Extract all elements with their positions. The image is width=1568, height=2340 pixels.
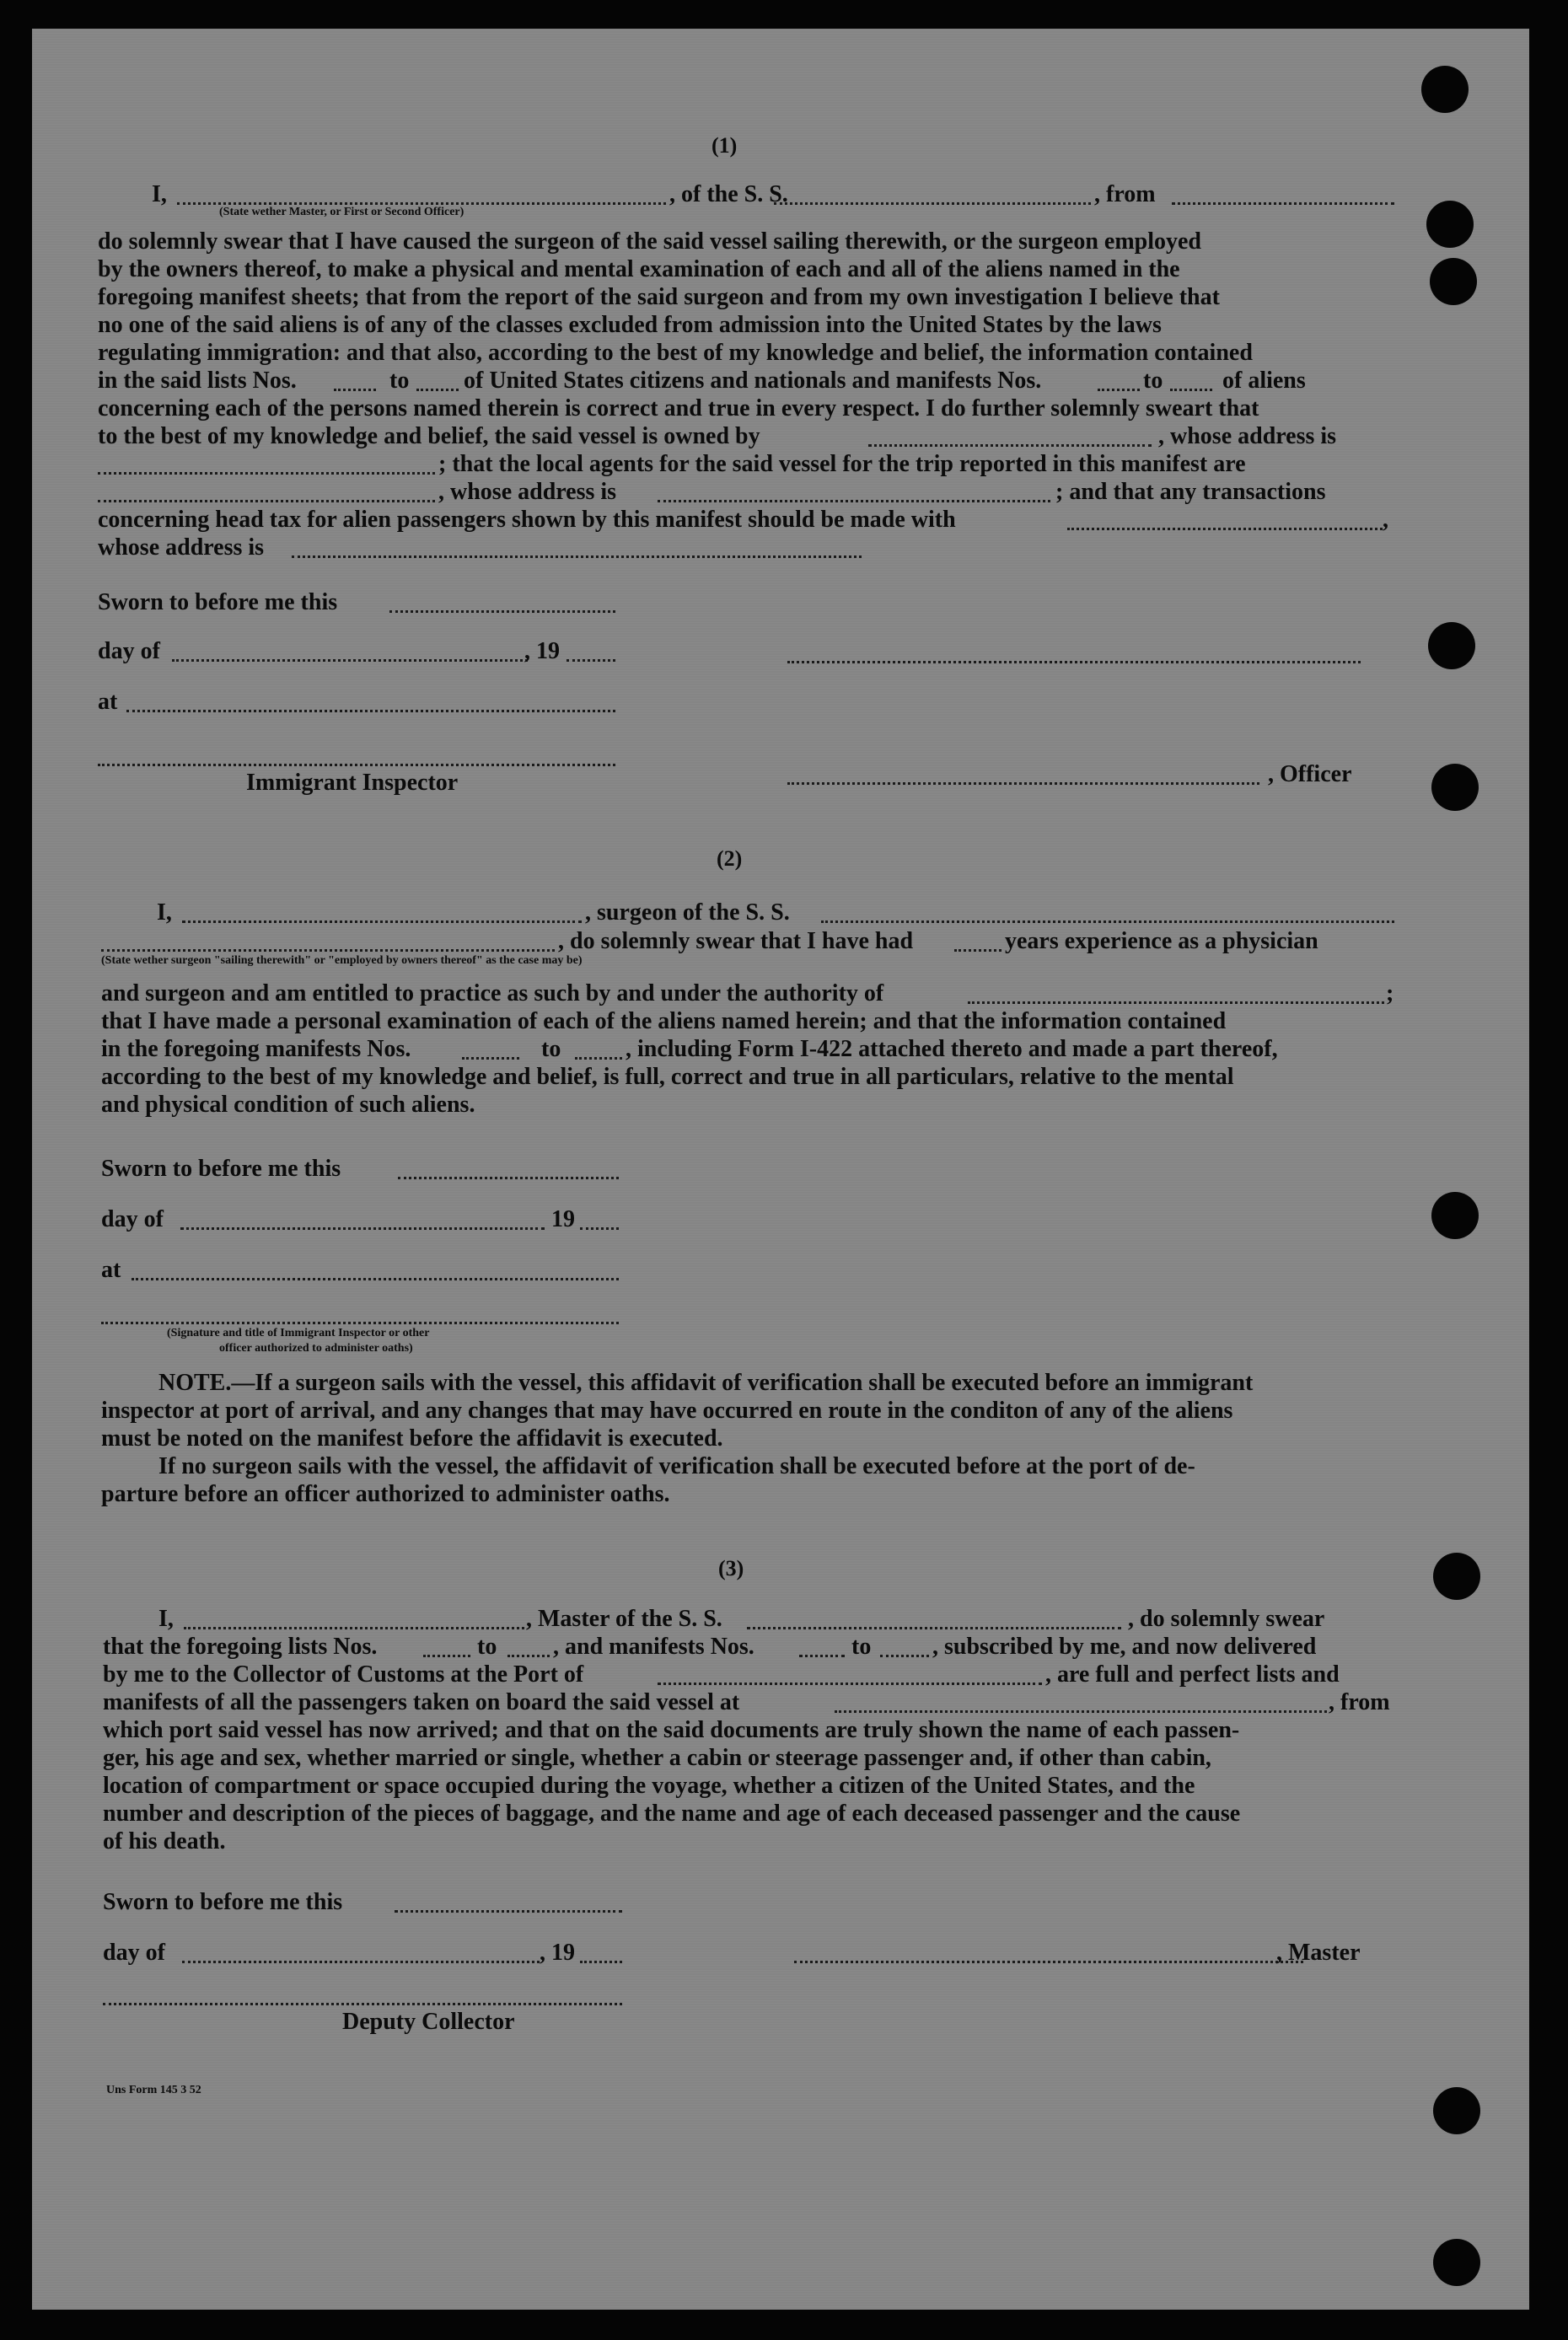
lists-from-field xyxy=(423,1655,470,1657)
section-1-line: ; and that any transactions xyxy=(1055,479,1326,505)
month-field xyxy=(182,1961,540,1963)
section-3-line: , do solemnly swear xyxy=(1128,1606,1325,1632)
manifests-from-field xyxy=(462,1057,519,1060)
master-label: , Master xyxy=(1276,1940,1361,1966)
signature-note: (Signature and title of Immigrant Inspector or other xyxy=(167,1327,430,1339)
section-1-line: whose address is xyxy=(98,534,265,561)
sworn-day-field xyxy=(395,1910,622,1913)
head-tax-address-field xyxy=(292,555,862,558)
section-2-line: , do solemnly swear that I have had xyxy=(558,928,914,954)
month-field xyxy=(180,1227,545,1230)
punch-hole xyxy=(1430,258,1477,305)
section-2-line: and surgeon and am entitled to practice as such by and under the authority of xyxy=(101,980,884,1006)
section-1-of-ss: , of the S. S. xyxy=(669,181,788,207)
master-signature-field xyxy=(794,1961,1303,1963)
form-page xyxy=(32,29,1529,2310)
year-label: , 19 xyxy=(540,1940,575,1966)
note-line: If no surgeon sails with the vessel, the affidavit of verification shall be executed before at the port of de- xyxy=(158,1453,1195,1479)
section-1-line: , xyxy=(1383,507,1388,533)
deputy-collector-signature-field xyxy=(103,2003,622,2005)
section-2-line: that I have made a personal examination of each of the aliens named herein; and that the information contained xyxy=(101,1008,1227,1034)
section-1-line: concerning head tax for alien passengers shown by this manifest should be made with xyxy=(98,507,956,533)
section-3-line: by me to the Collector of Customs at the Port of xyxy=(103,1661,584,1688)
officer-signature-field xyxy=(787,661,1361,663)
section-2-line: in the foregoing manifests Nos. xyxy=(101,1036,411,1062)
sworn-label: Sworn to before me this xyxy=(98,589,338,615)
officer-name-field xyxy=(177,202,666,205)
note-line: must be noted on the manifest before the affidavit is executed. xyxy=(101,1425,723,1452)
section-3-line: number and description of the pieces of baggage, and the name and age of each deceased passenger and the cause xyxy=(103,1801,1241,1827)
section-2-heading: (2) xyxy=(717,846,743,871)
signature-note: officer authorized to administer oaths) xyxy=(219,1342,413,1355)
section-3-line: of his death. xyxy=(103,1828,226,1854)
inspector-label: Immigrant Inspector xyxy=(246,770,459,796)
section-3-line: which port said vessel has now arrived; and that on the said documents are truly shown the name of each passen- xyxy=(103,1717,1240,1743)
punch-hole xyxy=(1428,622,1475,669)
master-vessel-field xyxy=(747,1627,1121,1629)
section-1-line: of United States citizens and nationals and manifests Nos. xyxy=(464,368,1042,394)
section-2-surgeon-of: , surgeon of the S. S. xyxy=(585,899,790,926)
day-of-label: day of xyxy=(103,1940,165,1966)
deputy-collector-label: Deputy Collector xyxy=(342,2009,515,2035)
port-of-arrival-field xyxy=(658,1683,1042,1685)
surgeon-name-field xyxy=(182,920,582,923)
section-3-line: location of compartment or space occupied during the voyage, whether a citizen of the United States, and the xyxy=(103,1773,1195,1799)
day-of-label: day of xyxy=(101,1206,164,1232)
master-name-field xyxy=(184,1627,524,1629)
section-3-line: , are full and perfect lists and xyxy=(1045,1661,1340,1688)
section-1-line: of aliens xyxy=(1222,368,1306,394)
section-1-line: in the said lists Nos. xyxy=(98,368,297,394)
port-of-embarkation-field xyxy=(835,1710,1327,1713)
sworn-label: Sworn to before me this xyxy=(101,1156,341,1182)
section-3-line: , subscribed by me, and now delivered xyxy=(932,1634,1317,1660)
year-field xyxy=(580,1227,619,1230)
section-1-line: , whose address is xyxy=(1158,423,1337,449)
section-1-line: to xyxy=(389,368,410,394)
month-field xyxy=(172,659,528,662)
surgeon-vessel-field xyxy=(821,920,1394,923)
section-3-line: to xyxy=(477,1634,497,1660)
year-label: , 19 xyxy=(524,638,560,664)
owner-address-field xyxy=(98,472,435,475)
section-2-line: ; xyxy=(1386,980,1394,1006)
form-number: Uns Form 145 3 52 xyxy=(106,2084,201,2096)
punch-hole xyxy=(1421,66,1469,113)
at-field xyxy=(126,710,615,712)
section-1-line: by the owners thereof, to make a physical and mental examination of each and all of the aliens named in the xyxy=(98,256,1180,282)
agents-address-field xyxy=(658,500,1050,502)
inspector-signature-field xyxy=(98,764,615,766)
owner-field xyxy=(868,444,1152,447)
from-port-field xyxy=(1172,202,1394,205)
inspector-signature-field xyxy=(101,1322,619,1324)
punch-hole xyxy=(1431,1192,1479,1239)
section-1-line: , whose address is xyxy=(438,479,617,505)
manifests-from-field xyxy=(799,1655,845,1657)
section-1-line: regulating immigration: and that also, according to the best of my knowledge and belief, the information contained xyxy=(98,340,1253,366)
agents-field xyxy=(98,500,435,502)
section-1-line: no one of the said aliens is of any of the classes excluded from admission into the United States by the laws xyxy=(98,312,1162,338)
sworn-day-field xyxy=(398,1177,619,1179)
punch-hole xyxy=(1433,2239,1480,2286)
section-2-line: to xyxy=(541,1036,561,1062)
section-1-line: concerning each of the persons named therein is correct and true in every respect. I do further solemnly sweart that xyxy=(98,395,1259,421)
section-1-line: to the best of my knowledge and belief, the said vessel is owned by xyxy=(98,423,760,449)
officer-rank-note: (State wether Master, or First or Second Officer) xyxy=(219,206,464,218)
section-2-line: , including Form I-422 attached thereto and made a part thereof, xyxy=(626,1036,1278,1062)
section-3-heading: (3) xyxy=(718,1556,744,1581)
section-1-i: I, xyxy=(152,181,167,207)
year-field xyxy=(580,1961,622,1963)
section-1-line: to xyxy=(1143,368,1163,394)
lists-to-field xyxy=(507,1655,550,1657)
surgeon-status-field xyxy=(101,949,555,952)
sworn-label: Sworn to before me this xyxy=(103,1889,343,1915)
manifests-from-field xyxy=(1098,389,1140,391)
manifests-to-field xyxy=(575,1057,622,1060)
at-field xyxy=(132,1278,619,1280)
note-line: parture before an officer authorized to administer oaths. xyxy=(101,1481,670,1507)
day-of-label: day of xyxy=(98,638,160,664)
section-3-line: to xyxy=(851,1634,872,1660)
officer-title-field xyxy=(787,782,1259,785)
section-3-line: that the foregoing lists Nos. xyxy=(103,1634,378,1660)
lists-from-field xyxy=(334,389,376,391)
punch-hole xyxy=(1431,764,1479,811)
section-1-line: ; that the local agents for the said vessel for the trip reported in this manifest are xyxy=(438,451,1246,477)
punch-hole xyxy=(1433,1553,1480,1600)
year-label: 19 xyxy=(551,1206,575,1232)
lists-to-field xyxy=(416,389,459,391)
section-3-line: ger, his age and sex, whether married or single, whether a cabin or steerage passenger and, if other than cabin, xyxy=(103,1745,1211,1771)
section-3-line: , and manifests Nos. xyxy=(553,1634,754,1660)
section-1-line: foregoing manifest sheets; that from the report of the said surgeon and from my own investigation I believe that xyxy=(98,284,1220,310)
section-2-line: and physical condition of such aliens. xyxy=(101,1092,475,1118)
punch-hole xyxy=(1433,2087,1480,2134)
section-1-heading: (1) xyxy=(712,133,738,158)
section-1-from: , from xyxy=(1094,181,1156,207)
section-2-line: according to the best of my knowledge and belief, is full, correct and true in all particulars, relative to the mental xyxy=(101,1064,1234,1090)
sworn-day-field xyxy=(389,610,615,613)
surgeon-status-note: (State wether surgeon "sailing therewith" or "employed by owners thereof" as the case may be) xyxy=(101,954,583,967)
head-tax-contact-field xyxy=(1067,528,1383,530)
section-3-master-of: , Master of the S. S. xyxy=(526,1606,722,1632)
year-field xyxy=(567,659,615,662)
section-3-line: manifests of all the passengers taken on board the said vessel at xyxy=(103,1689,740,1715)
note-line: NOTE.—If a surgeon sails with the vessel, this affidavit of verification shall be executed before an immigrant xyxy=(158,1370,1254,1396)
section-2-i: I, xyxy=(157,899,172,926)
years-experience-field xyxy=(954,949,1001,952)
at-label: at xyxy=(101,1257,121,1283)
officer-label: , Officer xyxy=(1268,761,1352,787)
at-label: at xyxy=(98,689,118,715)
vessel-name-field xyxy=(774,202,1091,205)
section-2-line: years experience as a physician xyxy=(1005,928,1318,954)
licensing-authority-field xyxy=(968,1001,1384,1004)
note-line: inspector at port of arrival, and any changes that may have occurred en route in the conditon of any of the aliens xyxy=(101,1398,1233,1424)
section-1-line: do solemnly swear that I have caused the surgeon of the said vessel sailing therewith, or the surgeon employed xyxy=(98,228,1201,255)
section-3-line: , from xyxy=(1329,1689,1390,1715)
manifests-to-field xyxy=(880,1655,929,1657)
section-3-i: I, xyxy=(158,1606,174,1632)
punch-hole xyxy=(1426,201,1474,248)
manifests-to-field xyxy=(1170,389,1212,391)
